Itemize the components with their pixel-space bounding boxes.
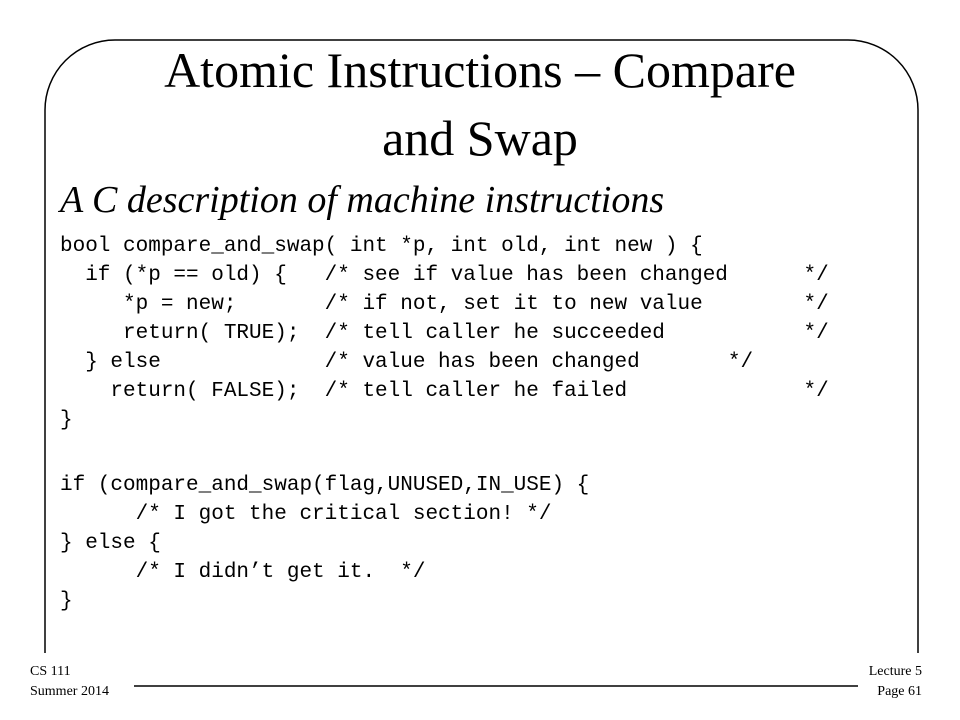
footer-term: Summer 2014 [30,684,109,699]
code-line: if (compare_and_swap(flag,UNUSED,IN_USE) { [60,474,590,497]
code-block-usage [60,471,589,616]
code-line: } else { [60,532,161,555]
slide-subtitle: A C description of machine instructions [60,179,665,221]
footer-course: CS 111 [30,664,71,679]
slide-title-line-2: and Swap [382,110,578,166]
code-line: return( FALSE); /* tell caller he failed */ [60,380,829,403]
code-line: *p = new; /* if not, set it to new value */ [60,293,829,316]
footer-lecture: Lecture 5 [868,664,922,679]
slide-title-line-1: Atomic Instructions – Compare [164,42,796,98]
code-block-function [60,232,829,435]
footer-course-info [30,662,109,702]
code-line: if (*p == old) { /* see if value has been changed */ [60,264,829,287]
code-line: /* I got the critical section! */ [60,503,552,526]
code-line: /* I didn’t get it. */ [60,561,426,584]
code-line: bool compare_and_swap( int *p, int old, int new ) { [60,235,703,258]
code-line: return( TRUE); /* tell caller he succeeded */ [60,322,829,345]
footer-lecture-info [869,662,922,702]
code-line: } [60,590,73,613]
code-line: } else /* value has been changed */ [60,351,754,374]
footer-page: Page 61 [877,684,922,699]
code-line: } [60,409,73,432]
